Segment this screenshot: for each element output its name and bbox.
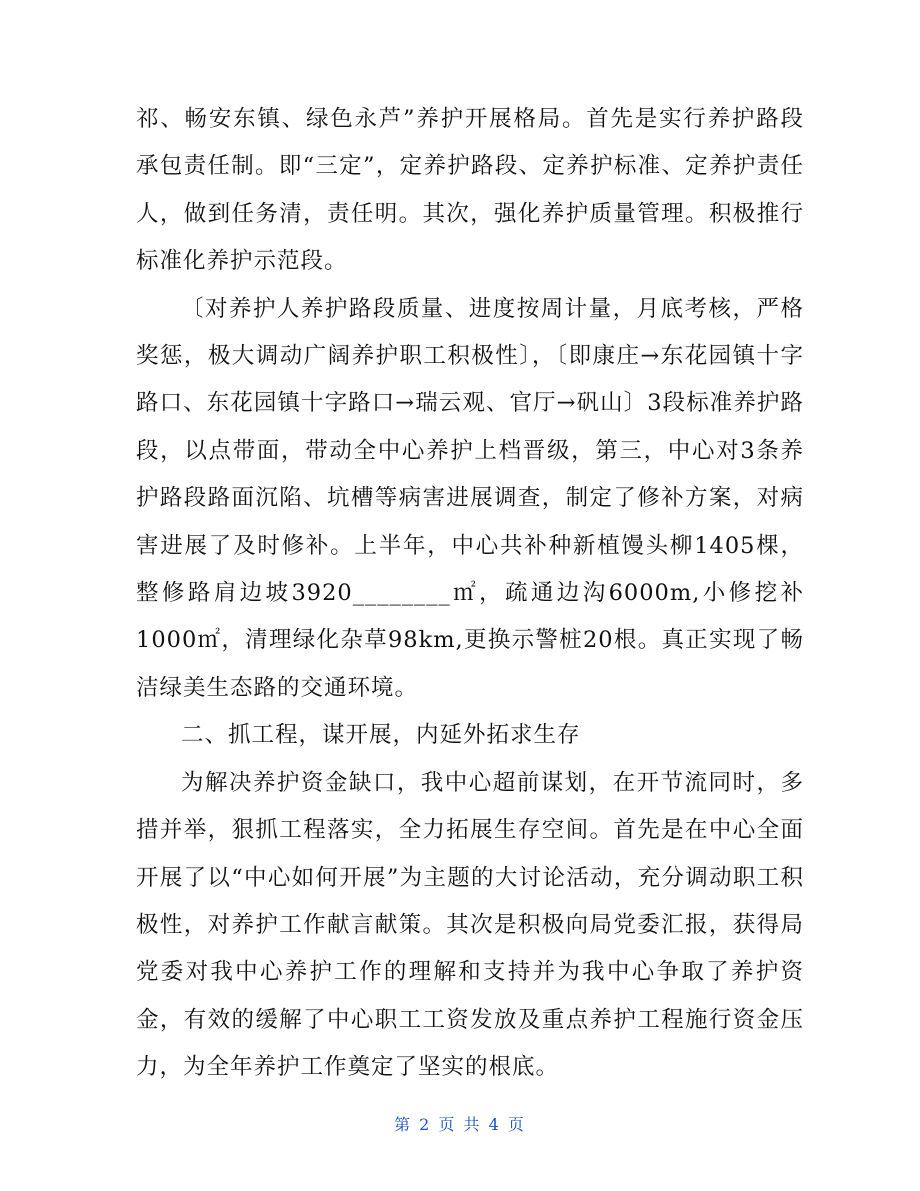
paragraph-continuation: 祁、畅安东镇、绿色永芦”养护开展格局。首先是实行养护路段承包责任制。即“三定”，定养护路段、定养护标准、定养护责任人，做到任务清，责任明。其次，强化养护质量管理。积极推行标准化养护示范段。 <box>136 106 804 275</box>
paragraph-maintenance-details: 〔对养护人养护路段质量、进度按周计量，月底考核，严格奖惩，极大调动广阔养护职工积极性〕，〔即康庄→东花园镇十字路口、东花园镇十字路口→瑞云观、官厅→矾山〕3段标准养护路段，以点带面，带动全中心养护上档晋级，第三，中心对3条养护路段路面沉陷、坑槽等病害进展调查，制定了修补方案，对病害进展了及时修补。上半年，中心共补种新植馒头柳1405棵，整修路肩边坡3920________㎡，疏通边沟6000m,小修挖补1000㎡，清理绿化杂草98km,更换示警桩20根。真正实现了畅洁绿美生态路的交通环境。 <box>136 295 804 701</box>
page-footer <box>0 1112 920 1135</box>
section-heading: 二、抓工程，谋开展，内延外拓求生存 <box>181 722 581 749</box>
document-body <box>136 96 804 1092</box>
paragraph-funding: 为解决养护资金缺口，我中心超前谋划，在开节流同时，多措并举，狠抓工程落实，全力拓展生存空间。首先是在中心全面开展了以“中心如何开展”为主题的大讨论活动，充分调动职工积极性，对养护工作献言献策。其次是积极向局党委汇报，获得局党委对我中心养护工作的理解和支持并为我中心争取了养护资金，有效的缓解了中心职工工资发放及重点养护工程施行资金压力，为全年养护工作奠定了坚实的根底。 <box>136 769 804 1081</box>
page-number-label: 第 2 页 共 4 页 <box>394 1115 526 1134</box>
